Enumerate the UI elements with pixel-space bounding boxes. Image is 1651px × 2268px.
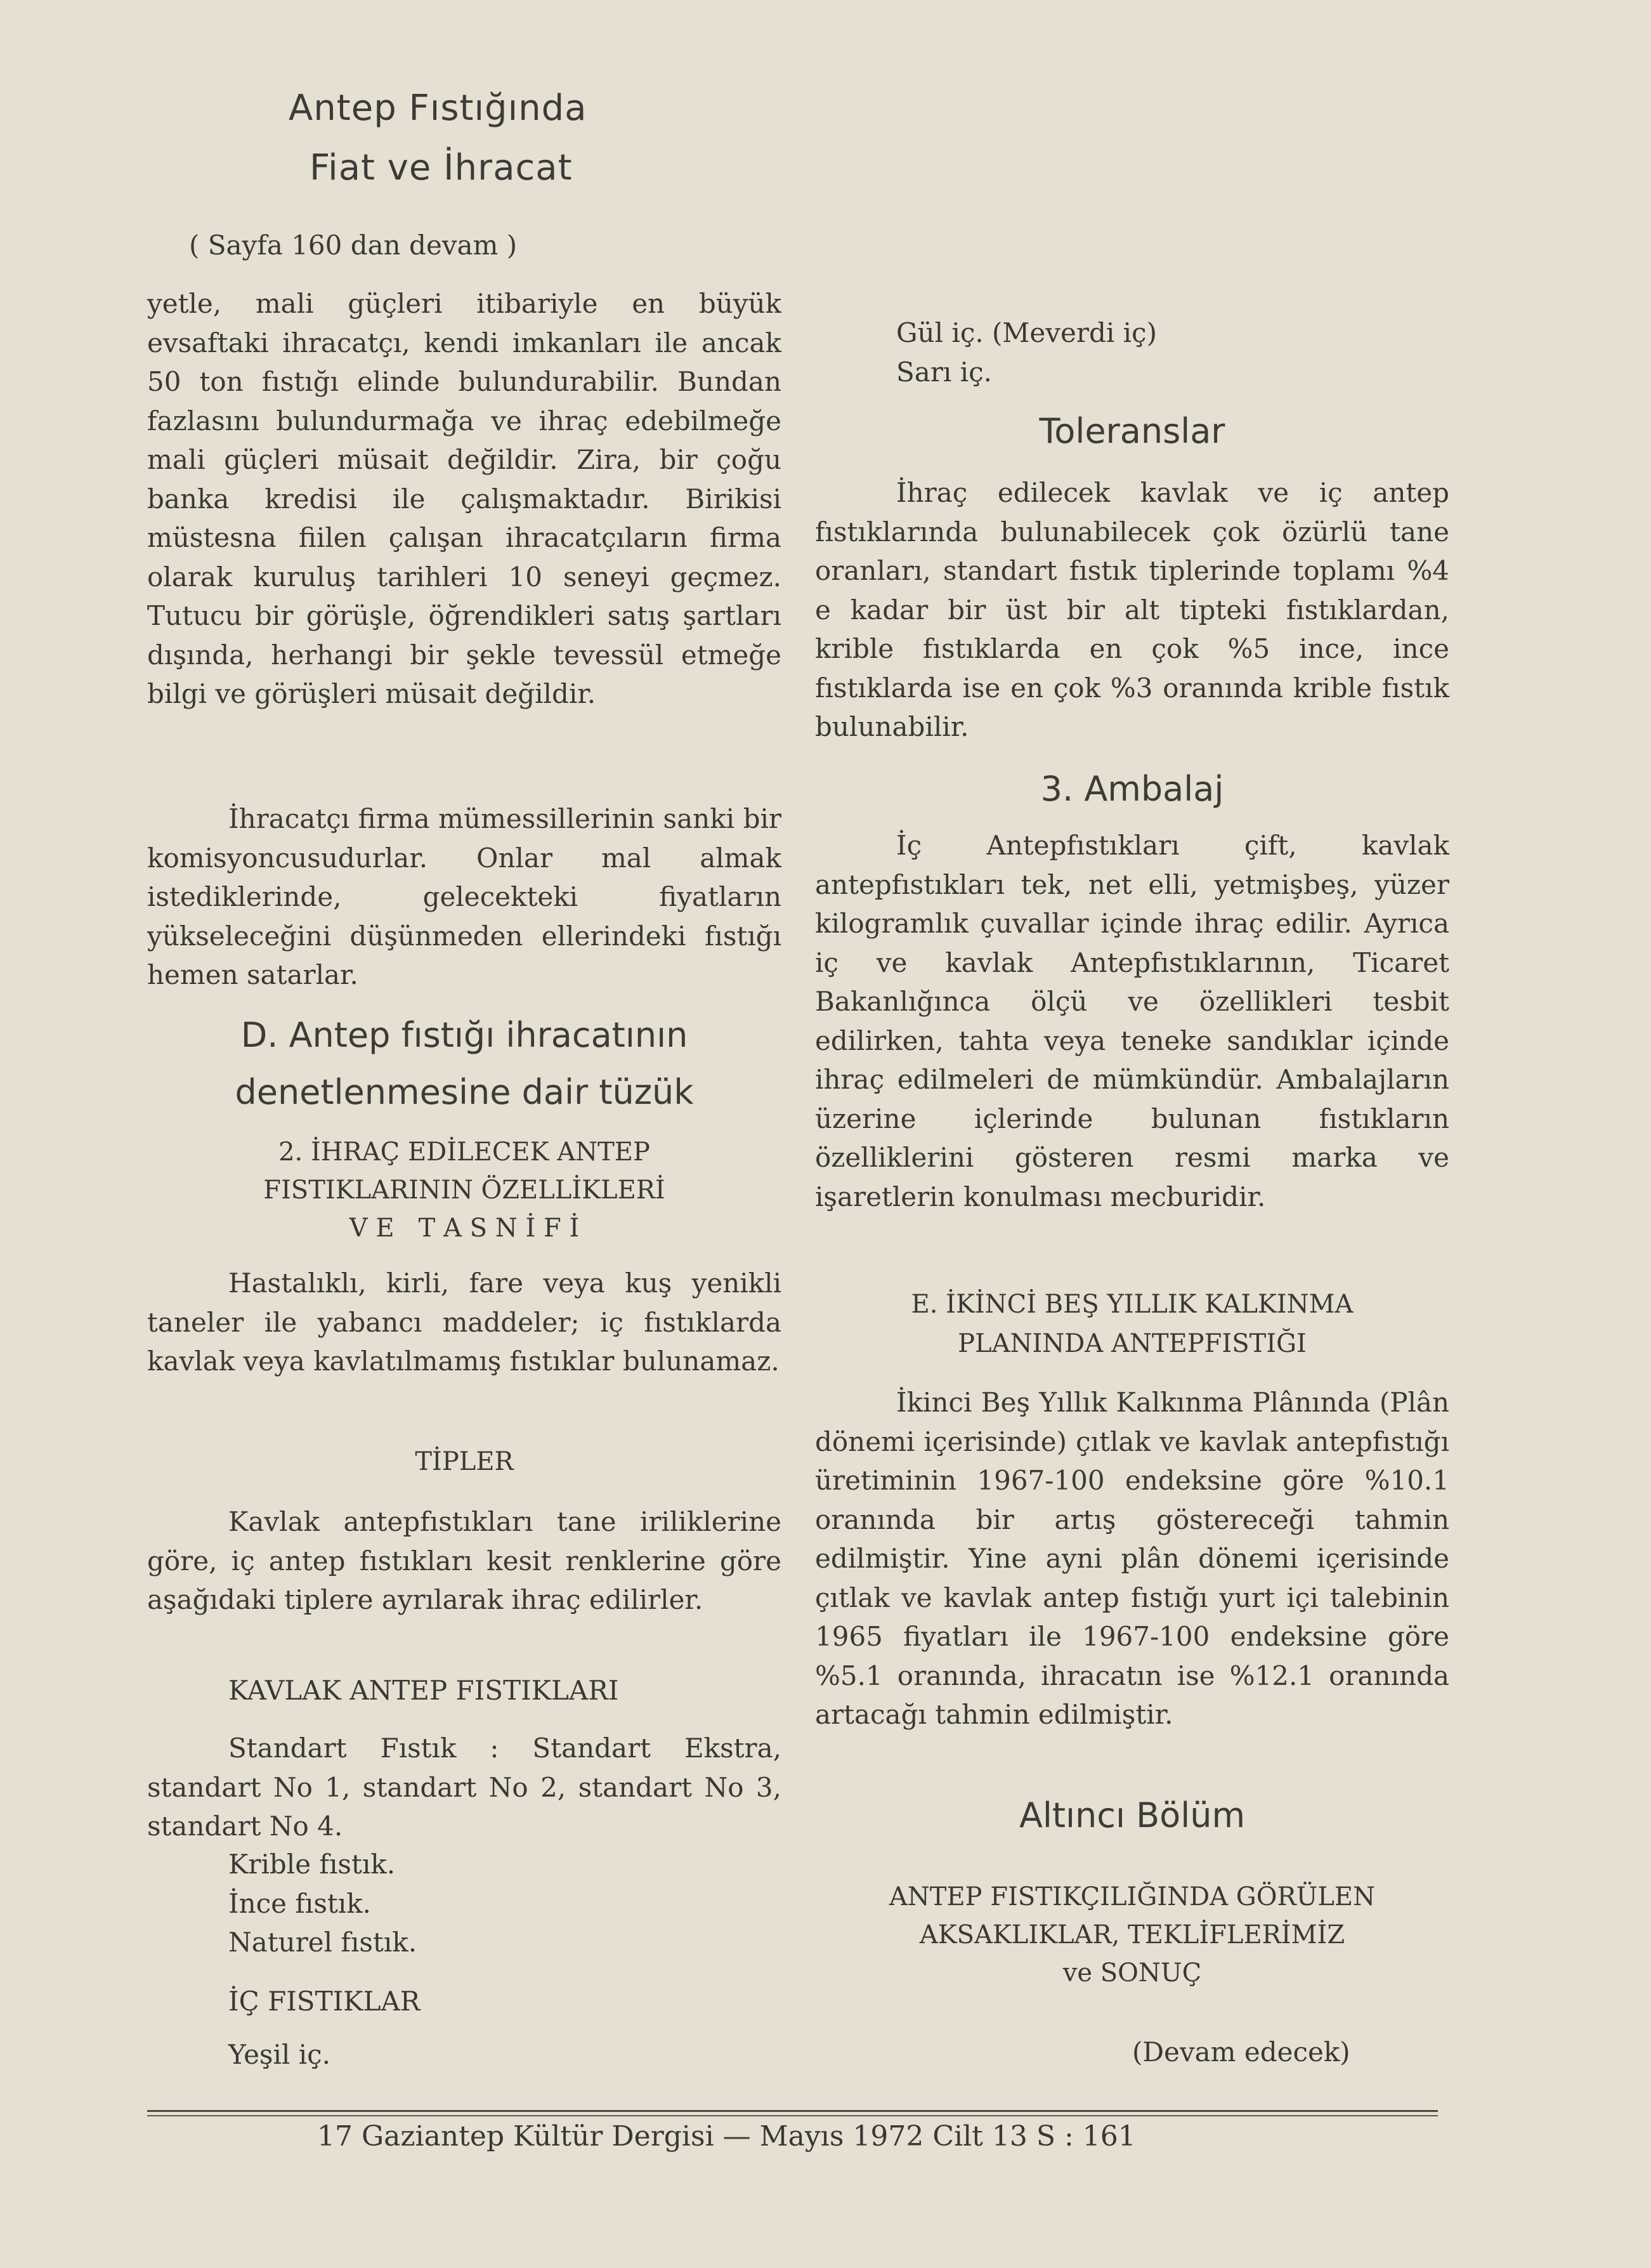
paragraph: İhracatçı firma mümessillerinin sanki bir komisyoncusudurlar. Onlar mal almak istediklerinde, gelecekteki fiyatların yükseleceğini düşünmeden ellerindeki fıstığı hemen satarlar.: [147, 803, 781, 990]
section-heading: Toleranslar: [1039, 411, 1225, 451]
page-footer: 17 Gaziantep Kültür Dergisi — Mayıs 1972 Cilt 13 S : 161: [317, 2120, 1136, 2153]
sub-heading: FISTIKLARININ ÖZELLİKLERİ: [263, 1176, 665, 1205]
sub-heading: 2. İHRAÇ EDİLECEK ANTEP: [278, 1137, 650, 1167]
list-item: Naturel fıstık.: [228, 1927, 417, 1958]
sub-heading: İÇ FISTIKLAR: [228, 1986, 421, 2017]
paragraph: yetle, mali güçleri itibariyle en büyük evsaftaki ihracatçı, kendi imkanları ile ancak 50 ton fıstığı elinde bulundurabilir. Bundan fazlasını bulundurmağa ve ihraç edebilmeğe mali güçleri müsait değildir. Zira, bir çoğu banka kredisi ile çalışmaktadır. Birikisi müstesna fiilen çalışan ihracatçıların firma olarak kuruluş tarihleri 10 seneyi geçmez. Tutucu bir görüşle, öğrendikleri satış şartları dışında, herhangi bir şekle tevessül etmeğe bilgi ve görüşleri müsait değildir.: [147, 288, 781, 709]
conclusion-heading: ANTEP FISTIKÇILIĞINDA GÖRÜLEN: [889, 1882, 1376, 1911]
paragraph: Kavlak antepfıstıkları tane iriliklerine göre, iç antep fıstıkları kesit renklerine göre aşağıdaki tiplere ayrılarak ihraç edilirler.: [147, 1506, 781, 1615]
continuation-note: ( Sayfa 160 dan devam ): [189, 230, 518, 261]
list-item: İnce fıstık.: [228, 1888, 372, 1919]
paragraph: İkinci Beş Yıllık Kalkınma Plânında (Plân dönemi içerisinde) çıtlak ve kavlak antepfıstığı üretiminin 1967-100 endeksine göre %10.1 oranında bir artış göstereceği tahmin edilmiştir. Yine ayni plân dönemi içerisinde çıtlak ve kavlak antep fıstığı yurt içi talebinin 1965 fiyatları ile 1967-100 endeksine göre %5.1 oranında, ihracatın ise %12.1 oranında artacağı tahmin edilmiştir.: [815, 1387, 1449, 1730]
sub-heading: TİPLER: [415, 1447, 514, 1476]
list-item: Sarı iç.: [896, 357, 992, 388]
footer-rule: [147, 2110, 1438, 2112]
paragraph: Standart Fıstık : Standart Ekstra, standart No 1, standart No 2, standart No 3, standart No 4.: [147, 1733, 781, 1842]
list-item: Krible fıstık.: [228, 1849, 396, 1880]
list-item: Yeşil iç.: [228, 2039, 331, 2070]
sub-heading: KAVLAK ANTEP FISTIKLARI: [228, 1675, 619, 1706]
section-heading: 3. Ambalaj: [1040, 769, 1224, 809]
paragraph: Hastalıklı, kirli, fare veya kuş yenikli taneler ile yabancı maddeler; iç fıstıklarda kavlak veya kavlatılmamış fıstıklar bulunamaz.: [147, 1268, 781, 1377]
article-title-line2: Fiat ve İhracat: [310, 147, 573, 188]
conclusion-heading: ve SONUÇ: [1062, 1958, 1202, 1988]
section-heading: Altıncı Bölüm: [1019, 1795, 1246, 1835]
footer-rule: [147, 2115, 1438, 2116]
continued-note: (Devam edecek): [1132, 2036, 1350, 2068]
paragraph: İç Antepfıstıkları çift, kavlak antepfıstıkları tek, net elli, yetmişbeş, yüzer kilogramlık çuvallar içinde ihraç edilir. Ayrıca iç ve kavlak Antepfıstıklarının, Ticaret Bakanlığınca ölçü ve özellikleri tesbit edilirken, tahta veya teneke sandıklar içinde ihraç edilmeleri de mümkündür. Ambalajların üzerine içlerinde bulunan fıstıkların özelliklerini gösteren resmi marka ve işaretlerin konulması mecburidir.: [815, 830, 1449, 1212]
paragraph: İhraç edilecek kavlak ve iç antep fıstıklarında bulunabilecek çok özürlü tane oranları, standart fıstık tiplerinde toplamı %4 e kadar bir üst bir alt tipteki fıstıklardan, krible fıstıklarda en çok %5 ince, ince fıstıklarda ise en çok %3 oranında krible fıstık bulunabilir.: [815, 477, 1449, 742]
article-title-line1: Antep Fıstığında: [289, 88, 587, 129]
sub-heading: PLANINDA ANTEPFISTIĞI: [958, 1329, 1307, 1358]
sub-heading: V E T A S N İ F İ: [349, 1214, 580, 1243]
conclusion-heading: AKSAKLIKLAR, TEKLİFLERİMİZ: [919, 1920, 1345, 1950]
section-heading: D. Antep fıstığı ihracatının: [240, 1015, 688, 1055]
sub-heading: E. İKİNCİ BEŞ YILLIK KALKINMA: [911, 1290, 1354, 1319]
section-heading: denetlenmesine dair tüzük: [235, 1072, 694, 1112]
list-item: Gül iç. (Meverdi iç): [896, 317, 1157, 348]
